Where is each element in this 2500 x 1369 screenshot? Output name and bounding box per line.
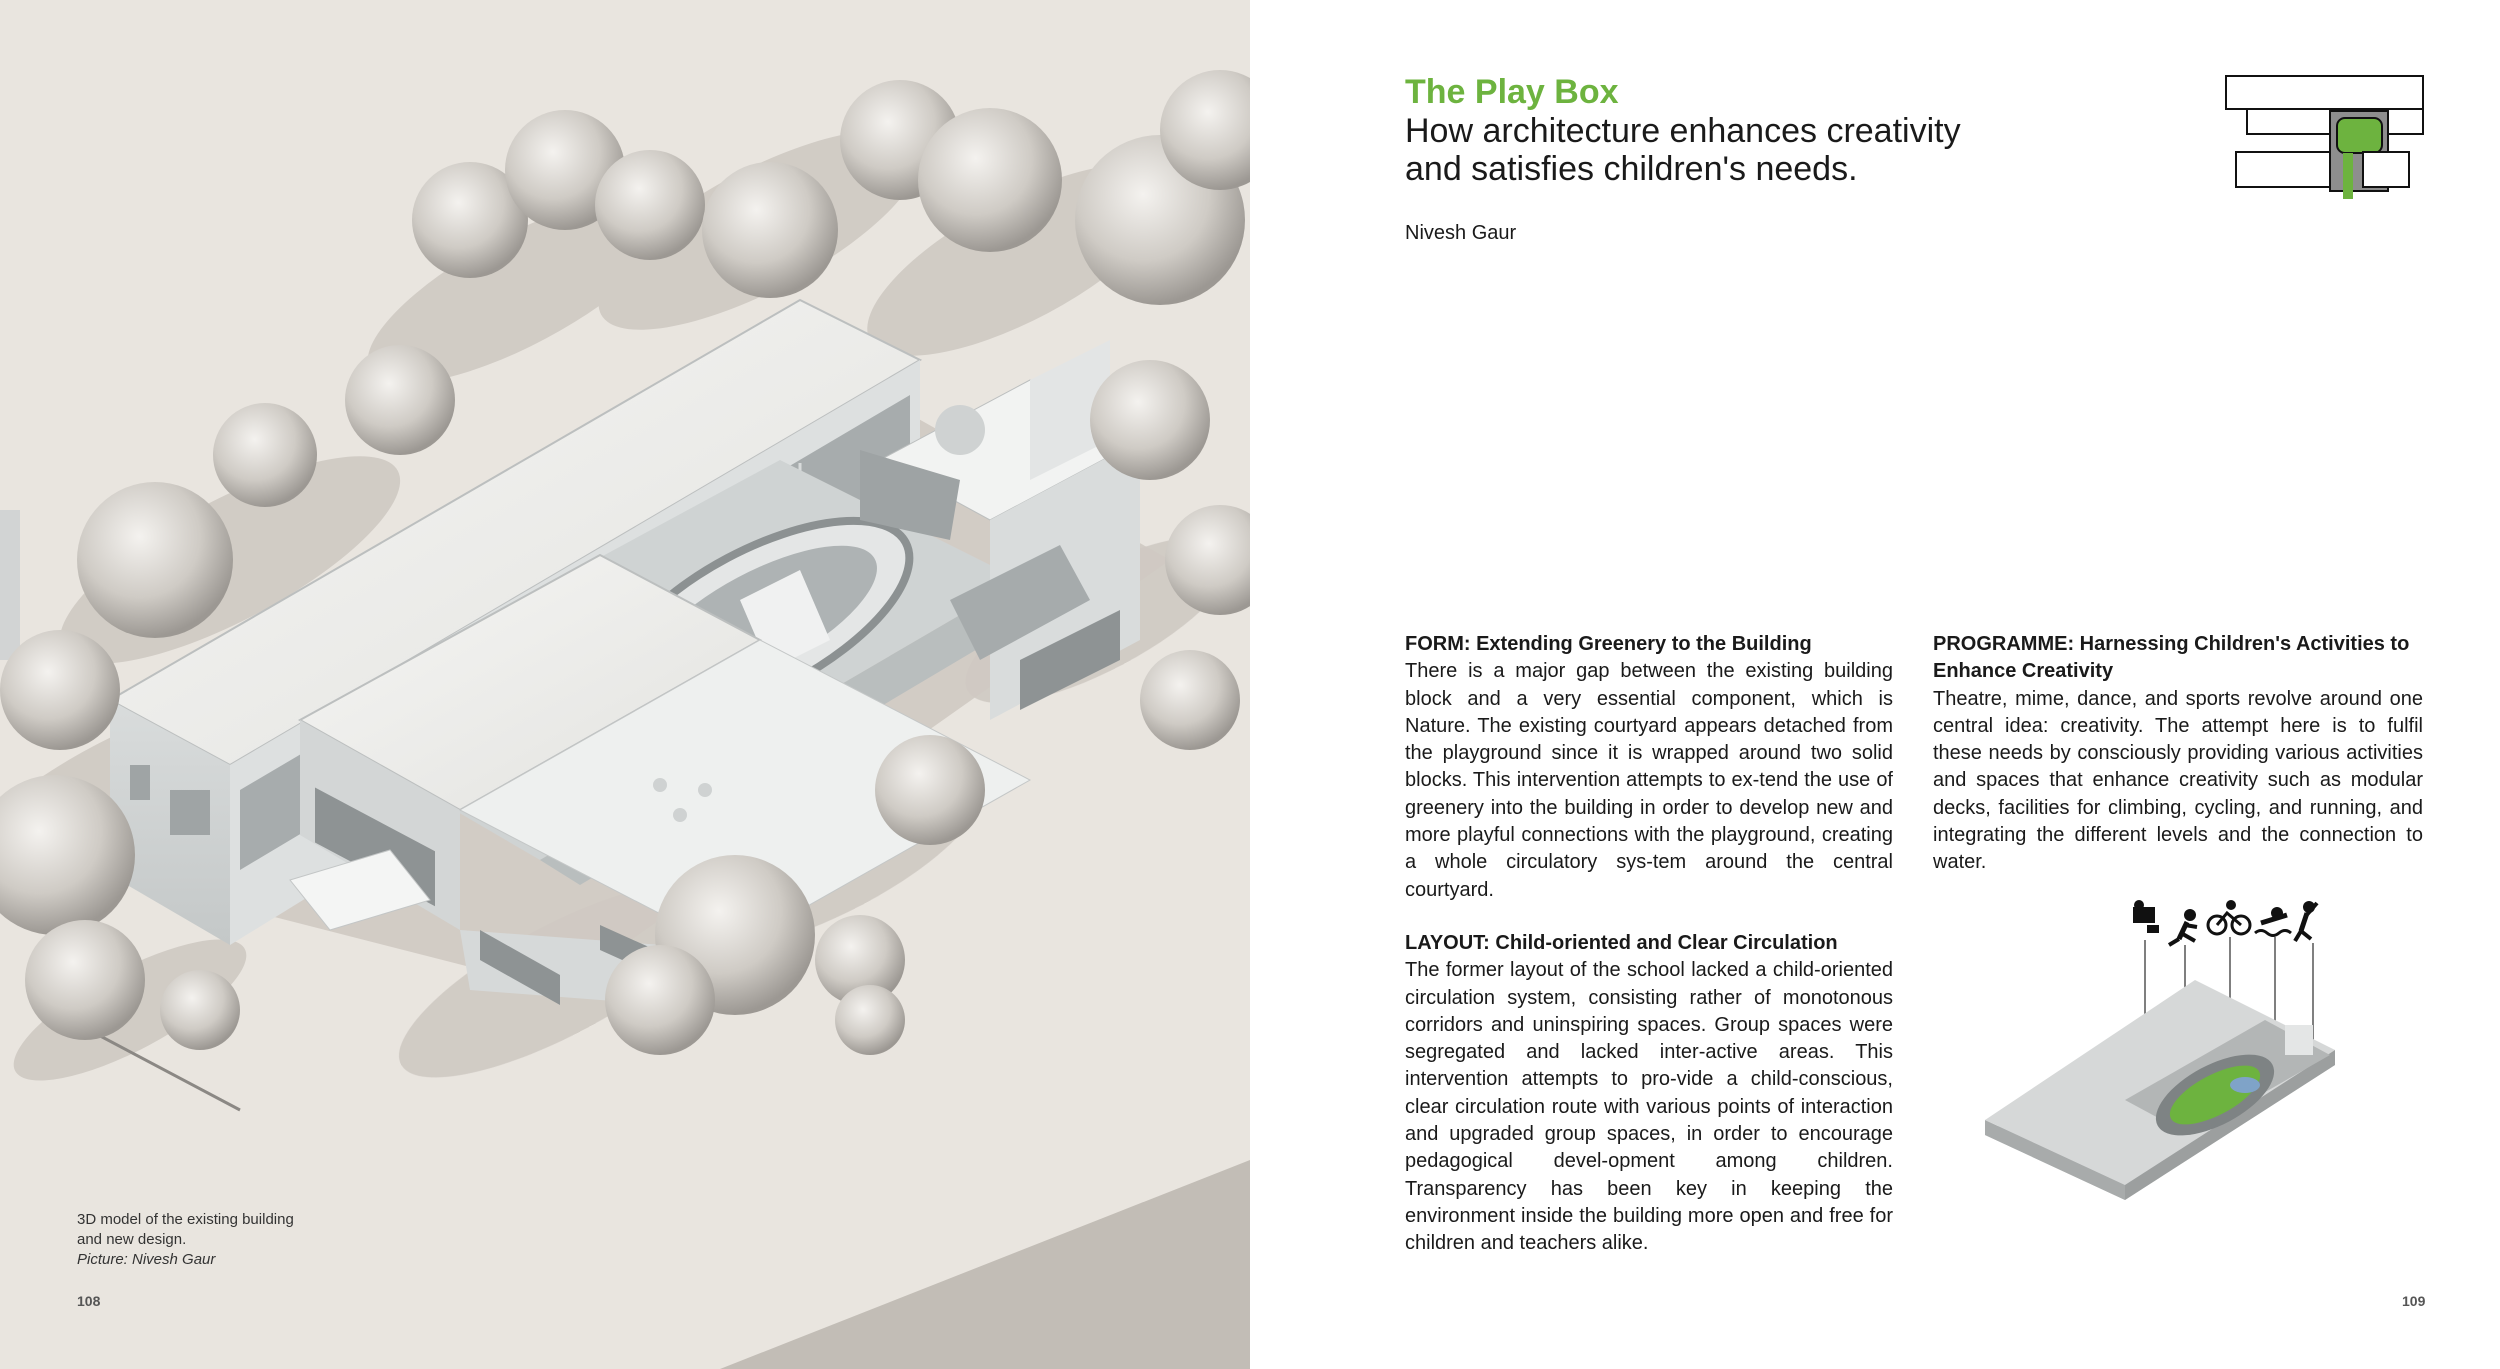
page-number-right: 109	[2402, 1293, 2426, 1309]
article-subtitle	[1405, 112, 2105, 188]
climbing-icon	[2295, 901, 2317, 941]
article-title: The Play Box	[1405, 73, 1619, 111]
activities-diagram	[1965, 895, 2425, 1200]
form-heading: FORM: Extending Greenery to the Building	[1405, 633, 1812, 655]
layout-heading: LAYOUT: Child-oriented and Clear Circulation	[1405, 932, 1838, 954]
author-name: Nivesh Gaur	[1405, 222, 1517, 244]
running-icon	[2169, 909, 2197, 945]
theatre-icon	[2133, 900, 2159, 933]
programme-section	[1933, 631, 2423, 877]
form-body: There is a major gap between the existing building block and a very essential component, which is Nature. The existing courtyard appears detached from the playground since it is wrapped around two solid blocks. This intervention attempts to ex-tend the use of greenery into the building in order to develop new and more playful connections with the playground, creating a whole circulatory sys-tem around the central courtyard.	[1405, 660, 1893, 901]
programme-body: Theatre, mime, dance, and sports revolve around one central idea: creativity. The attempt here is to fulfil these needs by consciously providing various activities and spaces that enhance creativity such as modular decks, facilities for climbing, cycling, and running, and integrating the different levels and the connection to water.	[1933, 687, 2423, 874]
caption-line-2: and new design.	[77, 1231, 187, 1248]
layout-section	[1405, 930, 1893, 1258]
programme-heading: PROGRAMME: Harnessing Children's Activities to Enhance Creativity	[1933, 633, 2410, 683]
caption-credit: Picture: Nivesh Gaur	[77, 1251, 216, 1268]
form-section	[1405, 631, 1893, 904]
page-number-left: 108	[77, 1293, 101, 1309]
image-caption	[77, 1210, 294, 1270]
swimming-icon	[2255, 907, 2291, 936]
caption-line-1: 3D model of the existing building	[77, 1211, 294, 1228]
layout-body: The former layout of the school lacked a child-oriented circulation system, consisting rather of monotonous corridors and uninspiring spaces. Group spaces were segregated and lacked inter-active areas. This intervention attempts to pro-vide a child-conscious, clear circulation route with various points of interaction and upgraded group spaces, in order to encourage pedagogical devel-opment among children. Transparency has been key in keeping the environment inside the building more open and free for children and teachers alike.	[1405, 959, 1893, 1255]
cycling-icon	[2208, 900, 2250, 934]
building-plan-icon	[2225, 75, 2425, 200]
subtitle-line-2: and satisfies children's needs.	[1405, 150, 1858, 188]
right-page	[1250, 0, 2500, 1369]
subtitle-line-1: How architecture enhances creativity	[1405, 112, 1961, 150]
